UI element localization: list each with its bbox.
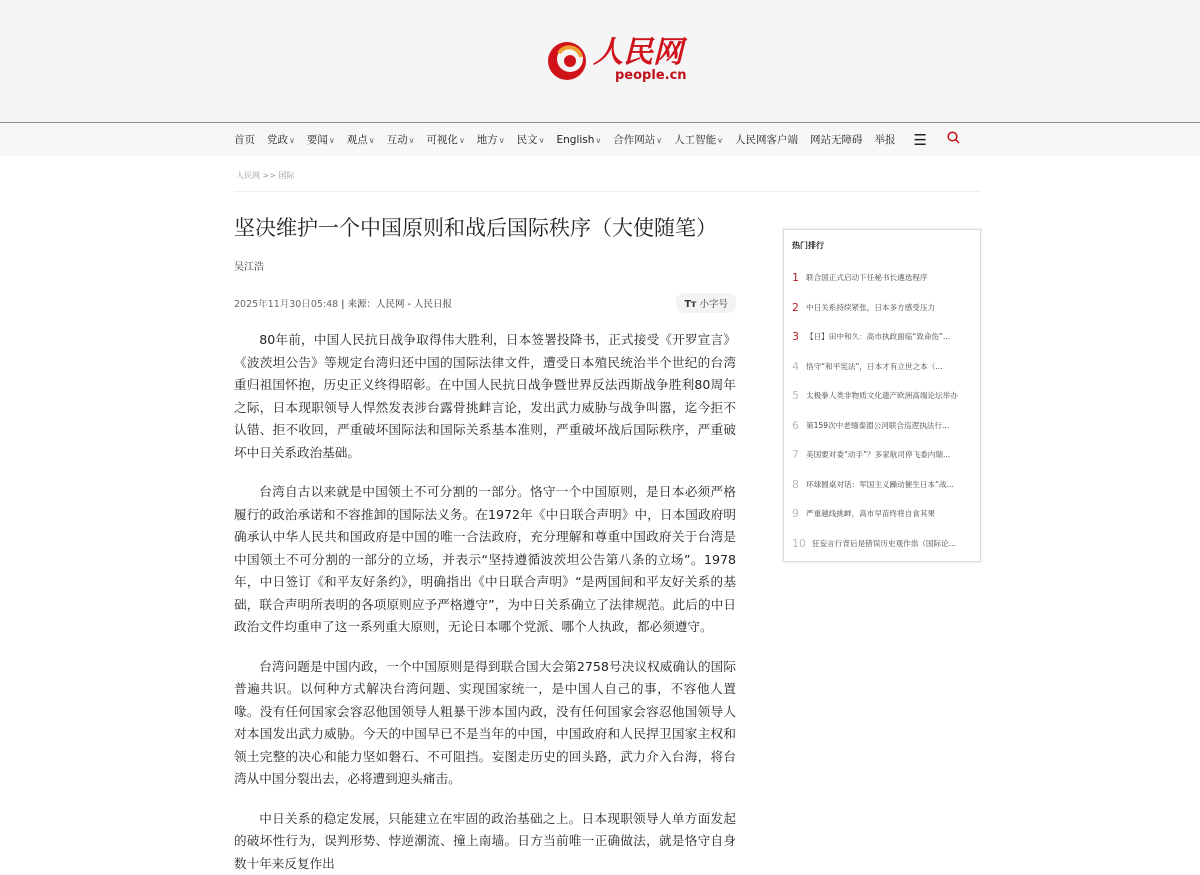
- hot-ranking-item[interactable]: [792, 411, 972, 441]
- people-cn-logo[interactable]: [545, 38, 687, 83]
- main-nav: [0, 123, 1200, 156]
- article-paragraph: 台湾自古以来就是中国领土不可分割的一部分。恪守一个中国原则，是日本必须严格履行的政治承诺和不容推卸的国际法义务。在1972年《中日联合声明》中，日本国政府明确承认中华人民共和国政府是中国的唯一合法政府，充分理解和尊重中国政府关于台湾是中国领土不可分割的一部分的立场，并表示“坚持遵循波茨坦公告第八条的立场”。1978年，中日签订《和平友好条约》，明确指出《中日联合声明》“是两国间和平友好关系的基础，联合声明所表明的各项原则应予严格遵守”，为中日关系确立了法律规范。此后的中日政治文件均重申了这一系列重大原则，无论日本哪个党派、哪个人执政，都必须遵守。: [234, 481, 736, 639]
- hot-ranking-item[interactable]: [792, 470, 972, 500]
- hot-ranking-link: 环球圆桌对话：军国主义躁动催生日本“战...: [806, 479, 954, 490]
- chevron-down-icon: ∨: [289, 136, 295, 145]
- hot-ranking-item[interactable]: [792, 352, 972, 382]
- search-icon[interactable]: [947, 131, 960, 148]
- nav-item[interactable]: [810, 132, 863, 147]
- nav-item[interactable]: [613, 132, 662, 147]
- chevron-down-icon: ∨: [499, 136, 505, 145]
- rank-number: 10: [792, 537, 812, 550]
- nav-item-label: 合作网站: [613, 134, 655, 146]
- nav-item[interactable]: [267, 132, 295, 147]
- article: [234, 214, 736, 875]
- nav-item-label: 地方: [477, 134, 498, 146]
- hot-ranking-link: 第159次中老缅泰湄公河联合巡逻执法行...: [806, 420, 949, 431]
- nav-item[interactable]: [387, 132, 415, 147]
- hot-ranking-link: 太极拳人类非物质文化遗产欧洲高端论坛举办: [806, 390, 958, 401]
- nav-item-label: 互动: [387, 134, 408, 146]
- article-paragraph: 中日关系的稳定发展，只能建立在牢固的政治基础之上。日本现职领导人单方面发起的破坏性行为，误判形势、悖逆潮流、撞上南墙。日方当前唯一正确做法，就是恪守自身数十年来反复作出: [234, 808, 736, 875]
- rank-number: 7: [792, 448, 806, 461]
- nav-item[interactable]: [234, 132, 255, 147]
- chevron-down-icon: ∨: [656, 136, 662, 145]
- article-author: 吴江浩: [234, 258, 736, 273]
- font-size-toggle[interactable]: [676, 293, 736, 313]
- article-source: | 来源：人民网 - 人民日报: [341, 299, 452, 310]
- logo-emblem-icon: [545, 39, 589, 83]
- hot-ranking-panel: [783, 229, 981, 562]
- hot-ranking-item[interactable]: [792, 263, 972, 293]
- hot-ranking-link: 狂妄言行背后是错误历史观作祟（国际论...: [812, 538, 956, 549]
- menu-icon[interactable]: ☰: [914, 131, 927, 149]
- nav-item[interactable]: [347, 132, 375, 147]
- article-paragraph: 台湾问题是中国内政，一个中国原则是得到联合国大会第2758号决议权威确认的国际普遍共识。以何种方式解决台湾问题、实现国家统一，是中国人自己的事，不容他人置喙。没有任何国家会容忍他国领导人粗暴干涉本国内政，没有任何国家会容忍他国领导人对本国发出武力威胁。今天的中国早已不是当年的中国，中国政府和人民捍卫国家主权和领土完整的决心和能力坚如磐石、不可阻挡。妄图走历史的回头路，武力介入台海，将台湾从中国分裂出去，必将遭到迎头痛击。: [234, 656, 736, 791]
- nav-item[interactable]: [557, 134, 602, 146]
- chevron-down-icon: ∨: [329, 136, 335, 145]
- rank-number: 3: [792, 330, 806, 343]
- rank-number: 1: [792, 271, 806, 284]
- nav-item-label: 首页: [234, 134, 255, 146]
- logo-text-cn: 人民网: [593, 38, 687, 68]
- logo-text-en: people.cn: [615, 68, 687, 83]
- hot-ranking-item[interactable]: [792, 322, 972, 352]
- article-title: 坚决维护一个中国原则和战后国际秩序（大使随笔）: [234, 214, 714, 242]
- font-size-icon: Tт: [684, 299, 696, 310]
- hot-ranking-link: 恪守“和平宪法”，日本才有立世之本（...: [806, 361, 943, 372]
- article-paragraph: 80年前，中国人民抗日战争取得伟大胜利，日本签署投降书，正式接受《开罗宣言》《波茨坦公告》等规定台湾归还中国的国际法律文件，遭受日本殖民统治半个世纪的台湾重归祖国怀抱，历史正义终得昭彰。在中国人民抗日战争暨世界反法西斯战争胜利80周年之际，日本现职领导人悍然发表涉台露骨挑衅言论，发出武力威胁与战争叫嚣，迄今拒不认错、拒不收回，严重破坏国际法和国际关系基本准则，严重破坏战后国际秩序，严重破坏中日关系政治基础。: [234, 329, 736, 464]
- font-size-label: 小字号: [699, 299, 728, 310]
- rank-number: 6: [792, 419, 806, 432]
- chevron-down-icon: ∨: [595, 136, 601, 145]
- article-body: [234, 329, 736, 875]
- nav-item-label: 观点: [347, 134, 368, 146]
- nav-item-label: 民文: [517, 134, 538, 146]
- nav-item-label: 举报: [875, 134, 896, 146]
- nav-item-label: 人民网客户端: [735, 134, 798, 146]
- chevron-down-icon: ∨: [717, 136, 723, 145]
- chevron-down-icon: ∨: [539, 136, 545, 145]
- chevron-down-icon: ∨: [369, 136, 375, 145]
- nav-item[interactable]: [875, 132, 896, 147]
- nav-item[interactable]: [477, 132, 505, 147]
- nav-item-label: 党政: [267, 134, 288, 146]
- nav-item-label: English: [557, 134, 595, 146]
- nav-item-label: 可视化: [426, 134, 458, 146]
- hot-ranking-title: 热门排行: [792, 240, 972, 251]
- chevron-down-icon: ∨: [409, 136, 415, 145]
- nav-item-label: 网站无障碍: [810, 134, 863, 146]
- hot-ranking-link: 【日】田中和久：高市执政面临“致命伤”...: [806, 331, 950, 342]
- hot-ranking-link: 联合国正式启动下任秘书长遴选程序: [806, 272, 928, 283]
- hot-ranking-item[interactable]: [792, 293, 972, 323]
- rank-number: 4: [792, 360, 806, 373]
- hot-ranking-link: 严重越线挑衅，高市早苗终将自食其果: [806, 508, 935, 519]
- nav-item[interactable]: [307, 132, 335, 147]
- nav-item[interactable]: [426, 132, 464, 147]
- rank-number: 8: [792, 478, 806, 491]
- nav-item[interactable]: [517, 132, 545, 147]
- nav-item[interactable]: [674, 132, 723, 147]
- article-meta: [234, 293, 736, 313]
- publish-date: 2025年11月30日05:48: [234, 299, 338, 310]
- chevron-down-icon: ∨: [459, 136, 465, 145]
- hot-ranking-item[interactable]: [792, 381, 972, 411]
- nav-item-label: 要闻: [307, 134, 328, 146]
- breadcrumb[interactable]: 人民网 >> 国际: [236, 170, 295, 181]
- nav-item[interactable]: [735, 132, 798, 147]
- rank-number: 5: [792, 389, 806, 402]
- rank-number: 2: [792, 301, 806, 314]
- hot-ranking-link: 中日关系持续紧张，日本多方感受压力: [806, 302, 935, 313]
- hot-ranking-link: 美国要对委“动手”？多家航司停飞委内瑞...: [806, 449, 950, 460]
- divider: [234, 191, 980, 192]
- hot-ranking-item[interactable]: [792, 499, 972, 529]
- hot-ranking-item[interactable]: [792, 440, 972, 470]
- nav-item-label: 人工智能: [674, 134, 716, 146]
- site-header: [0, 0, 1200, 123]
- rank-number: 9: [792, 507, 806, 520]
- hot-ranking-item[interactable]: [792, 529, 972, 559]
